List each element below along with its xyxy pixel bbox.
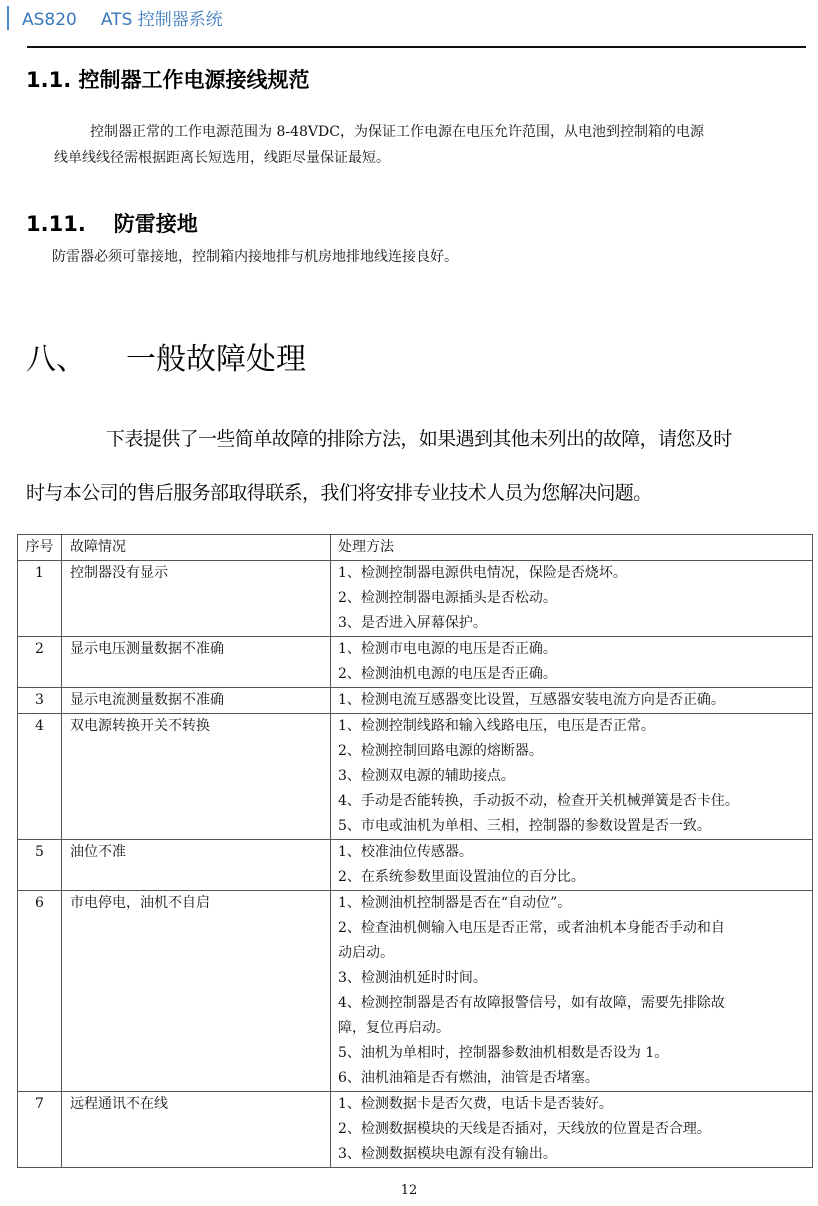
method-line: 障，复位再启动。 <box>338 1020 450 1036</box>
row-methods <box>331 1092 813 1168</box>
table-row <box>18 561 813 637</box>
header-fault: 故障情况 <box>62 535 331 561</box>
method-line: 2、检测数据模块的天线是否插对，天线放的位置是否合理。 <box>338 1121 711 1137</box>
row-number: 7 <box>18 1092 62 1168</box>
table-row <box>18 637 813 688</box>
header-accent-bar <box>7 6 9 30</box>
method-line: 1、检测控制器电源供电情况，保险是否烧坏。 <box>338 565 627 581</box>
method-line: 1、检测油机控制器是否在“自动位”。 <box>338 895 572 911</box>
method-line: 5、市电或油机为单相、三相，控制器的参数设置是否一致。 <box>338 818 711 834</box>
row-methods <box>331 714 813 840</box>
method-line: 1、检测市电电源的电压是否正确。 <box>338 641 557 657</box>
section-1-1-line-1: 控制器正常的工作电源范围为 8-48VDC，为保证工作电源在电压允许范围，从电池到控制箱的电源 <box>90 124 704 140</box>
table-row <box>18 840 813 891</box>
section-1-11-text: 防雷器必须可靠接地，控制箱内接地排与机房地排地线连接良好。 <box>52 249 458 265</box>
row-fault: 市电停电，油机不自启 <box>62 891 331 1092</box>
table-row <box>18 688 813 714</box>
row-number: 5 <box>18 840 62 891</box>
row-number: 3 <box>18 688 62 714</box>
row-fault: 双电源转换开关不转换 <box>62 714 331 840</box>
section-1-11-title: 防雷接地 <box>113 212 198 236</box>
row-fault: 远程通讯不在线 <box>62 1092 331 1168</box>
chapter-number: 八、 <box>26 342 86 377</box>
row-fault: 显示电流测量数据不准确 <box>62 688 331 714</box>
row-methods <box>331 840 813 891</box>
method-line: 2、检测控制器电源插头是否松动。 <box>338 590 557 606</box>
method-line: 动启动。 <box>338 945 394 961</box>
header-title: ATS 控制器系统 <box>100 10 223 30</box>
row-number: 4 <box>18 714 62 840</box>
row-methods <box>331 637 813 688</box>
header-method: 处理方法 <box>331 535 813 561</box>
table-row <box>18 1092 813 1168</box>
method-line: 1、检测控制线路和输入线路电压，电压是否正常。 <box>338 718 655 734</box>
intro-line-1: 下表提供了一些简单故障的排除方法，如果遇到其他未列出的故障，请您及时 <box>106 428 732 450</box>
method-line: 2、在系统参数里面设置油位的百分比。 <box>338 869 585 885</box>
row-fault: 控制器没有显示 <box>62 561 331 637</box>
method-line: 5、油机为单相时，控制器参数油机相数是否设为 1。 <box>338 1045 669 1061</box>
row-number: 6 <box>18 891 62 1092</box>
header-model: AS820 <box>22 10 77 30</box>
method-line: 2、检测油机电源的电压是否正确。 <box>338 666 557 682</box>
method-line: 4、手动是否能转换，手动扳不动，检查开关机械弹簧是否卡住。 <box>338 793 739 809</box>
method-line: 1、校准油位传感器。 <box>338 844 473 860</box>
section-1-11-number: 1.11. <box>26 212 86 236</box>
section-1-1-heading: 1.1. 控制器工作电源接线规范 <box>26 68 310 92</box>
row-methods <box>331 688 813 714</box>
header-rule <box>27 46 806 48</box>
method-line: 2、检测控制回路电源的熔断器。 <box>338 743 543 759</box>
method-line: 3、是否进入屏幕保护。 <box>338 615 487 631</box>
method-line: 2、检查油机侧输入电压是否正常，或者油机本身能否手动和自 <box>338 920 725 936</box>
method-line: 3、检测数据模块电源有没有输出。 <box>338 1146 557 1162</box>
row-number: 2 <box>18 637 62 688</box>
method-line: 3、检测油机延时时间。 <box>338 970 487 986</box>
table-header-row <box>18 535 813 561</box>
chapter-heading <box>26 334 306 378</box>
page-number: 12 <box>400 1183 418 1198</box>
method-line: 3、检测双电源的辅助接点。 <box>338 768 515 784</box>
method-line: 1、检测数据卡是否欠费，电话卡是否装好。 <box>338 1096 613 1112</box>
row-fault: 显示电压测量数据不准确 <box>62 637 331 688</box>
header-no: 序号 <box>18 535 62 561</box>
method-line: 6、油机油箱是否有燃油，油管是否堵塞。 <box>338 1070 599 1086</box>
method-line: 4、检测控制器是否有故障报警信号，如有故障，需要先排除故 <box>338 995 725 1011</box>
section-1-1-line-2: 线单线线径需根据距离长短选用，线距尽量保证最短。 <box>54 150 390 166</box>
row-fault: 油位不准 <box>62 840 331 891</box>
row-number: 1 <box>18 561 62 637</box>
chapter-title: 一般故障处理 <box>126 342 306 377</box>
row-methods <box>331 891 813 1092</box>
intro-line-2: 时与本公司的售后服务部取得联系，我们将安排专业技术人员为您解决问题。 <box>26 482 652 504</box>
row-methods <box>331 561 813 637</box>
running-header <box>22 5 223 30</box>
section-1-11-heading <box>26 208 198 238</box>
table-row <box>18 891 813 1092</box>
fault-table <box>17 534 813 1168</box>
method-line: 1、检测电流互感器变比设置，互感器安装电流方向是否正确。 <box>338 692 725 708</box>
table-row <box>18 714 813 840</box>
